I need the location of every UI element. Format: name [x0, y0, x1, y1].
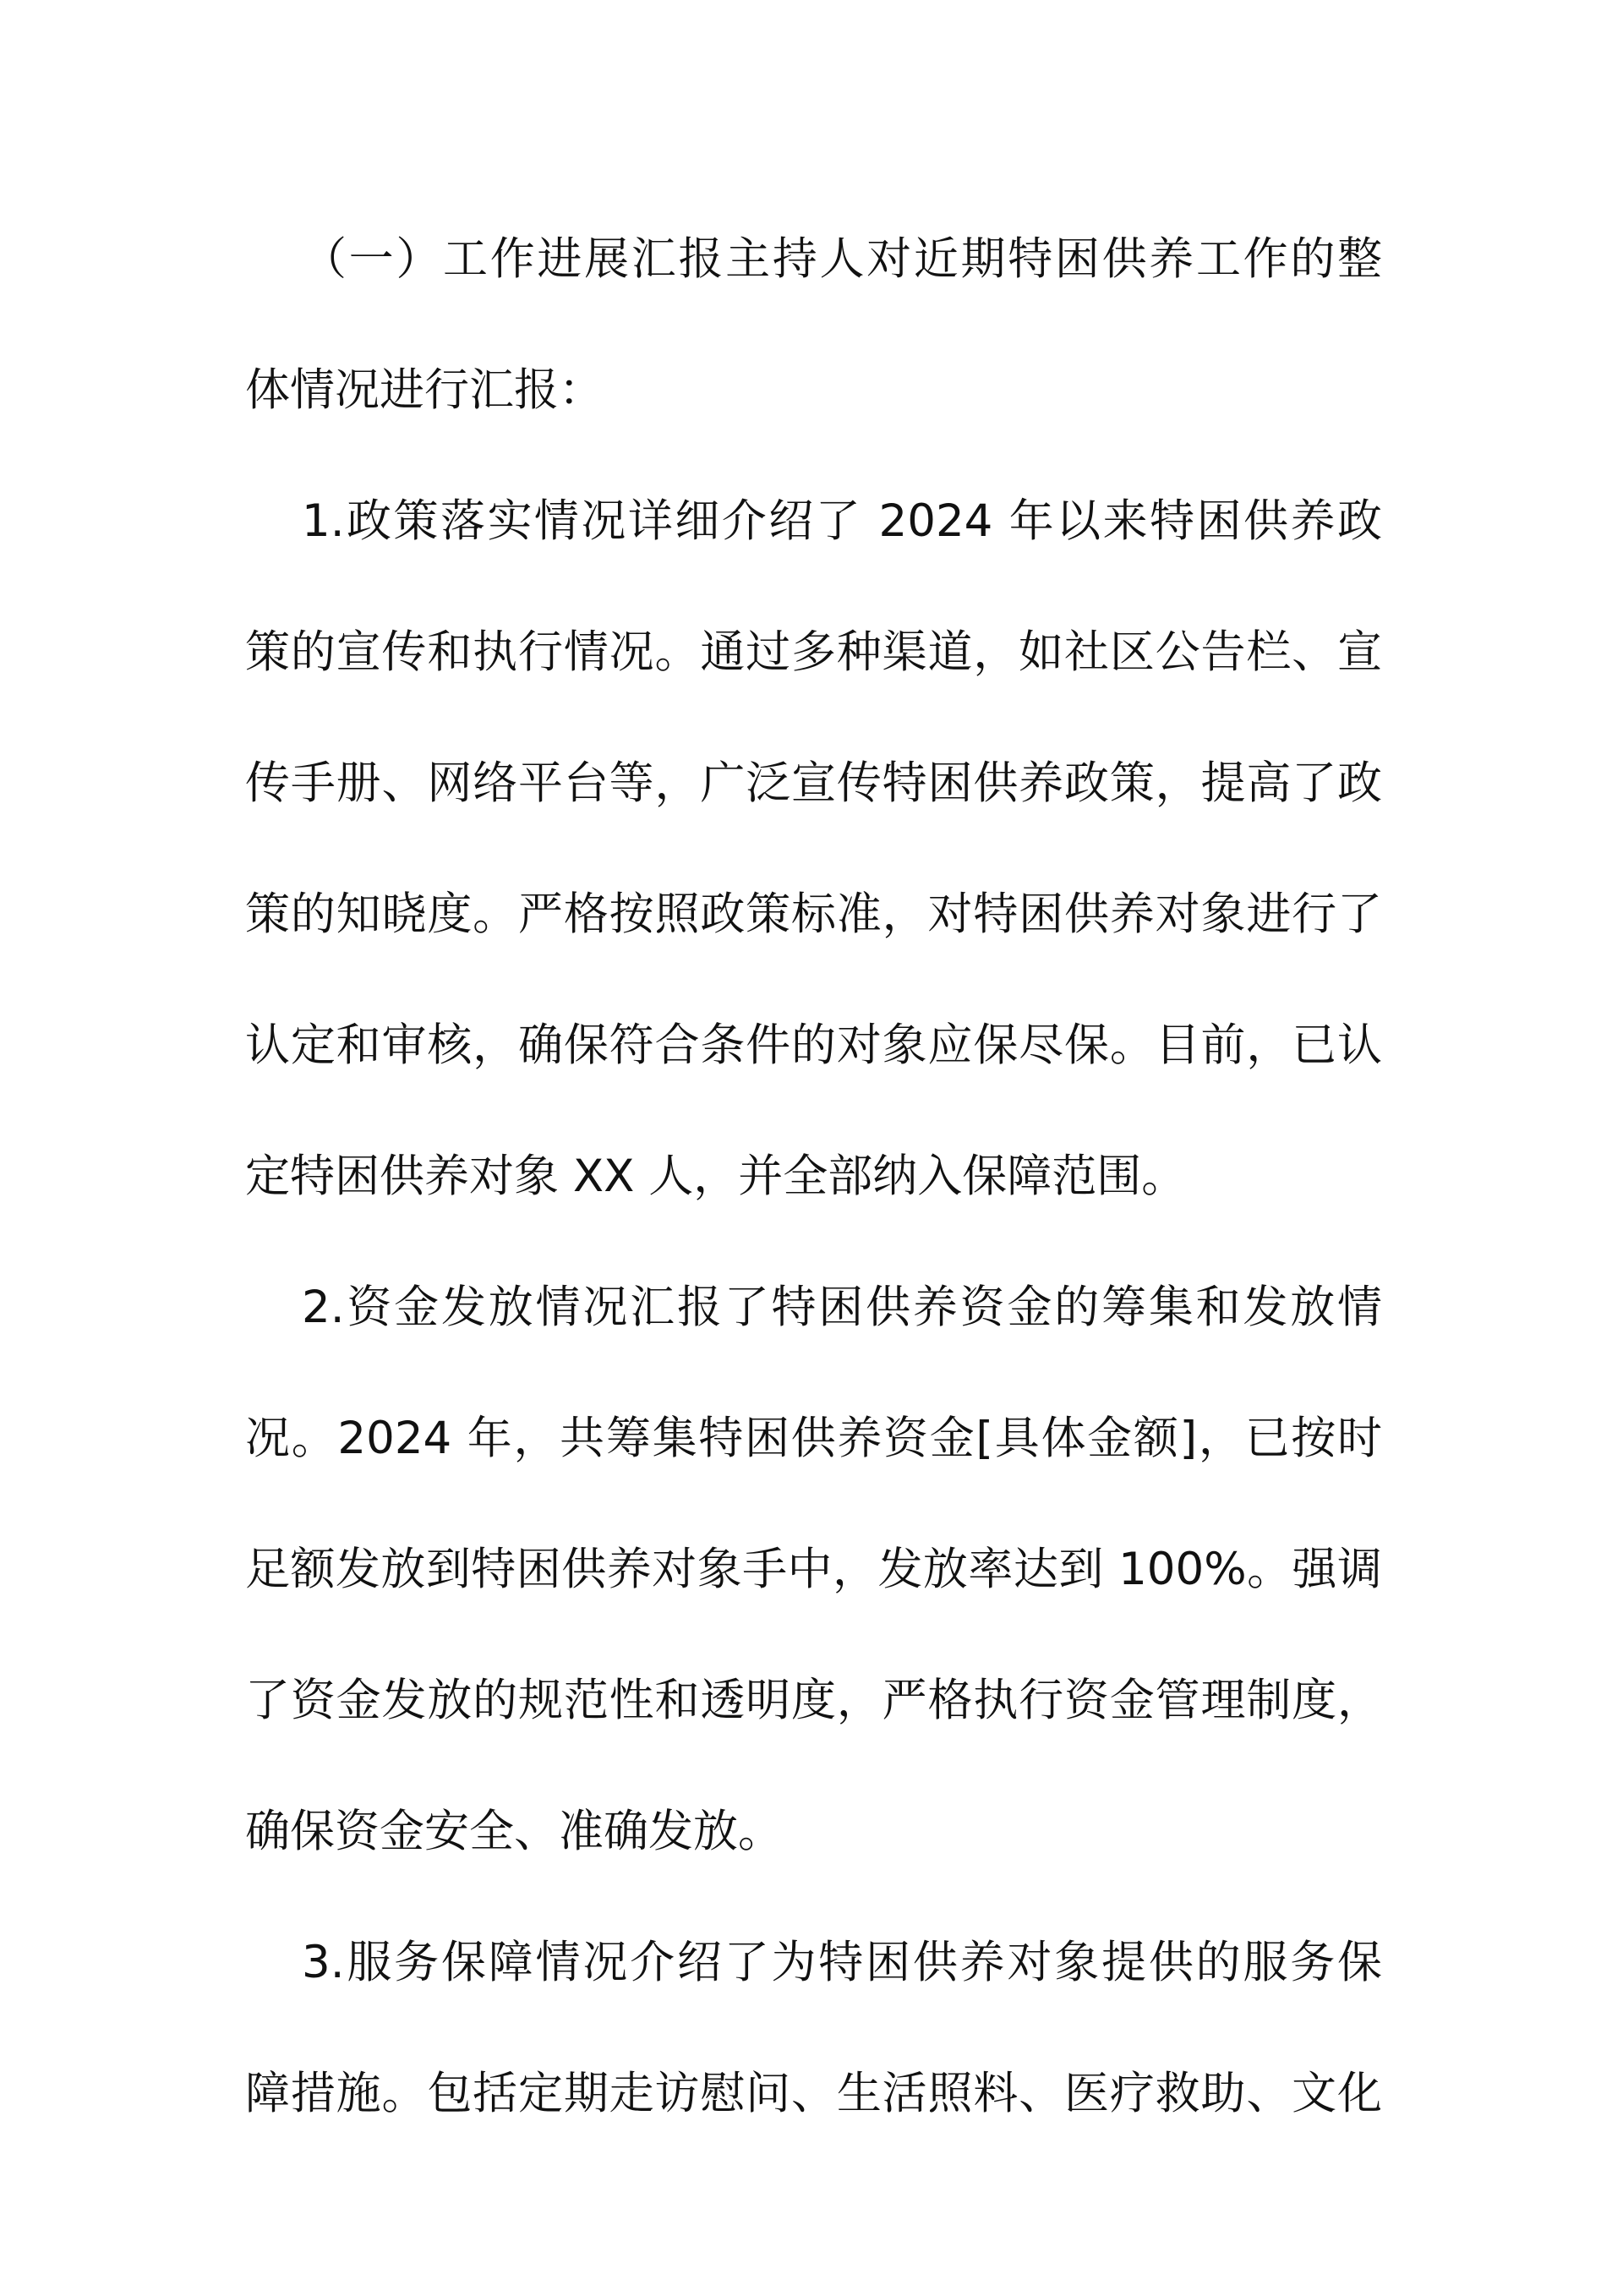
- text-line: （一）工作进展汇报主持人对近期特困供养工作的整: [302, 233, 1382, 285]
- text-line: 传手册、网络平台等，广泛宣传特困供养政策，提高了政: [245, 757, 1382, 809]
- text-line: 足额发放到特困供养对象手中，发放率达到 100%。强调: [245, 1544, 1382, 1595]
- text-line: 策的宣传和执行情况。通过多种渠道，如社区公告栏、宣: [245, 626, 1382, 678]
- text-line: 了资金发放的规范性和透明度，严格执行资金管理制度，: [245, 1675, 1382, 1726]
- text-line: 况。2024 年，共筹集特困供养资金[具体金额]，已按时: [245, 1413, 1382, 1464]
- text-line: 体情况进行汇报：: [245, 364, 604, 416]
- text-line: 1.政策落实情况详细介绍了 2024 年以来特困供养政: [302, 495, 1382, 547]
- text-line: 2.资金发放情况汇报了特困供养资金的筹集和发放情: [302, 1282, 1382, 1333]
- text-line: 3.服务保障情况介绍了为特困供养对象提供的服务保: [302, 1937, 1382, 1988]
- text-line: 障措施。包括定期走访慰问、生活照料、医疗救助、文化: [245, 2068, 1382, 2119]
- text-line: 认定和审核，确保符合条件的对象应保尽保。目前，已认: [245, 1020, 1382, 1071]
- text-line: 定特困供养对象 XX 人，并全部纳入保障范围。: [245, 1151, 1187, 1202]
- text-line: 确保资金安全、准确发放。: [245, 1806, 783, 1857]
- text-line: 策的知晓度。严格按照政策标准，对特困供养对象进行了: [245, 888, 1382, 940]
